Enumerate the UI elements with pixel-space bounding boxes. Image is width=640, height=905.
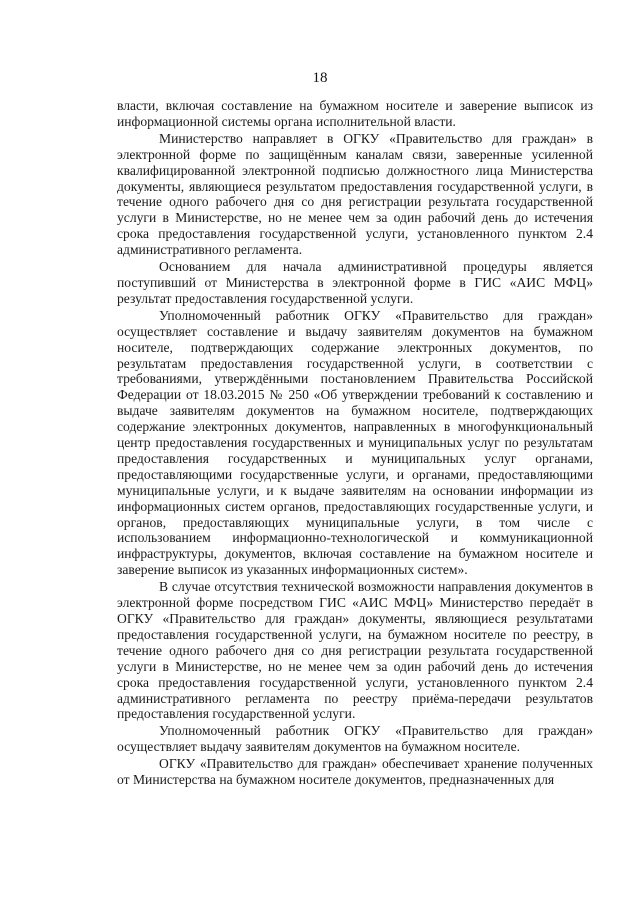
paragraph: ОГКУ «Правительство для граждан» обеспечивает хранение полученных от Министерства на бумажном носителе документов, предназначенных для — [117, 756, 593, 788]
paragraph: Основанием для начала административной процедуры является поступивший от Министерства в электронной форме в ГИС «АИС МФЦ» результат предоставления государственной услуги. — [117, 259, 593, 306]
paragraph: В случае отсутствия технической возможности направления документов в электронной форме посредством ГИС «АИС МФЦ» Министерство передаёт в ОГКУ «Правительство для граждан» документы, являющиеся результатами предоставления государственной услуги, на бумажном носителе по реестру, в течение одного рабочего дня со дня регистрации результата государственной услуги в Министерстве, но не менее чем за один рабочий день до истечения срока предоставления государственной услуги, установленного пунктом 2.4 административного регламента по реестру приёма-передачи результатов предоставления государственной услуги. — [117, 579, 593, 722]
paragraph: Уполномоченный работник ОГКУ «Правительство для граждан» осуществляет составление и выдачу заявителям документов на бумажном носителе, подтверждающих содержание электронных документов, по результатам предоставления государственной услуги, в соответствии с требованиями, утверждёнными постановлением Правительства Российской Федерации от 18.03.2015 № 250 «Об утверждении требований к составлению и выдаче заявителям документов на бумажном носителе, подтверждающих содержание электронных документов, направленных в многофункциональный центр предоставления государственных и муниципальных услуг по результатам предоставления государственных и муниципальных услуг органами, предоставляющими государственные услуги, и органами, предоставляющими муниципальные услуги, и к выдаче заявителям на основании информации из информационных систем органов, предоставляющих государственные услуги, и органов, предоставляющих муниципальные услуги, в том числе с использованием информационно-технологической и коммуникационной инфраструктуры, документов, включая составление на бумажном носителе и заверение выписок из указанных информационных систем». — [117, 307, 593, 578]
paragraph-continuation: власти, включая составление на бумажном носителе и заверение выписок из информационной системы органа исполнительной власти. — [117, 98, 593, 129]
paragraph: Министерство направляет в ОГКУ «Правительство для граждан» в электронной форме по защищённым каналам связи, заверенные усиленной квалифицированной электронной подписью должностного лица Министерства документы, являющиеся результатом предоставления государственной услуги, в течение одного рабочего дня со дня регистрации результата государственной услуги в Министерстве, но не менее чем за один рабочий день до истечения срока предоставления государственной услуги, установленного пунктом 2.4 административного регламента. — [117, 130, 593, 258]
paragraph: Уполномоченный работник ОГКУ «Правительство для граждан» осуществляет выдачу заявителям документов на бумажном носителе. — [117, 723, 593, 755]
document-body — [117, 98, 593, 788]
page-number: 18 — [312, 70, 328, 86]
